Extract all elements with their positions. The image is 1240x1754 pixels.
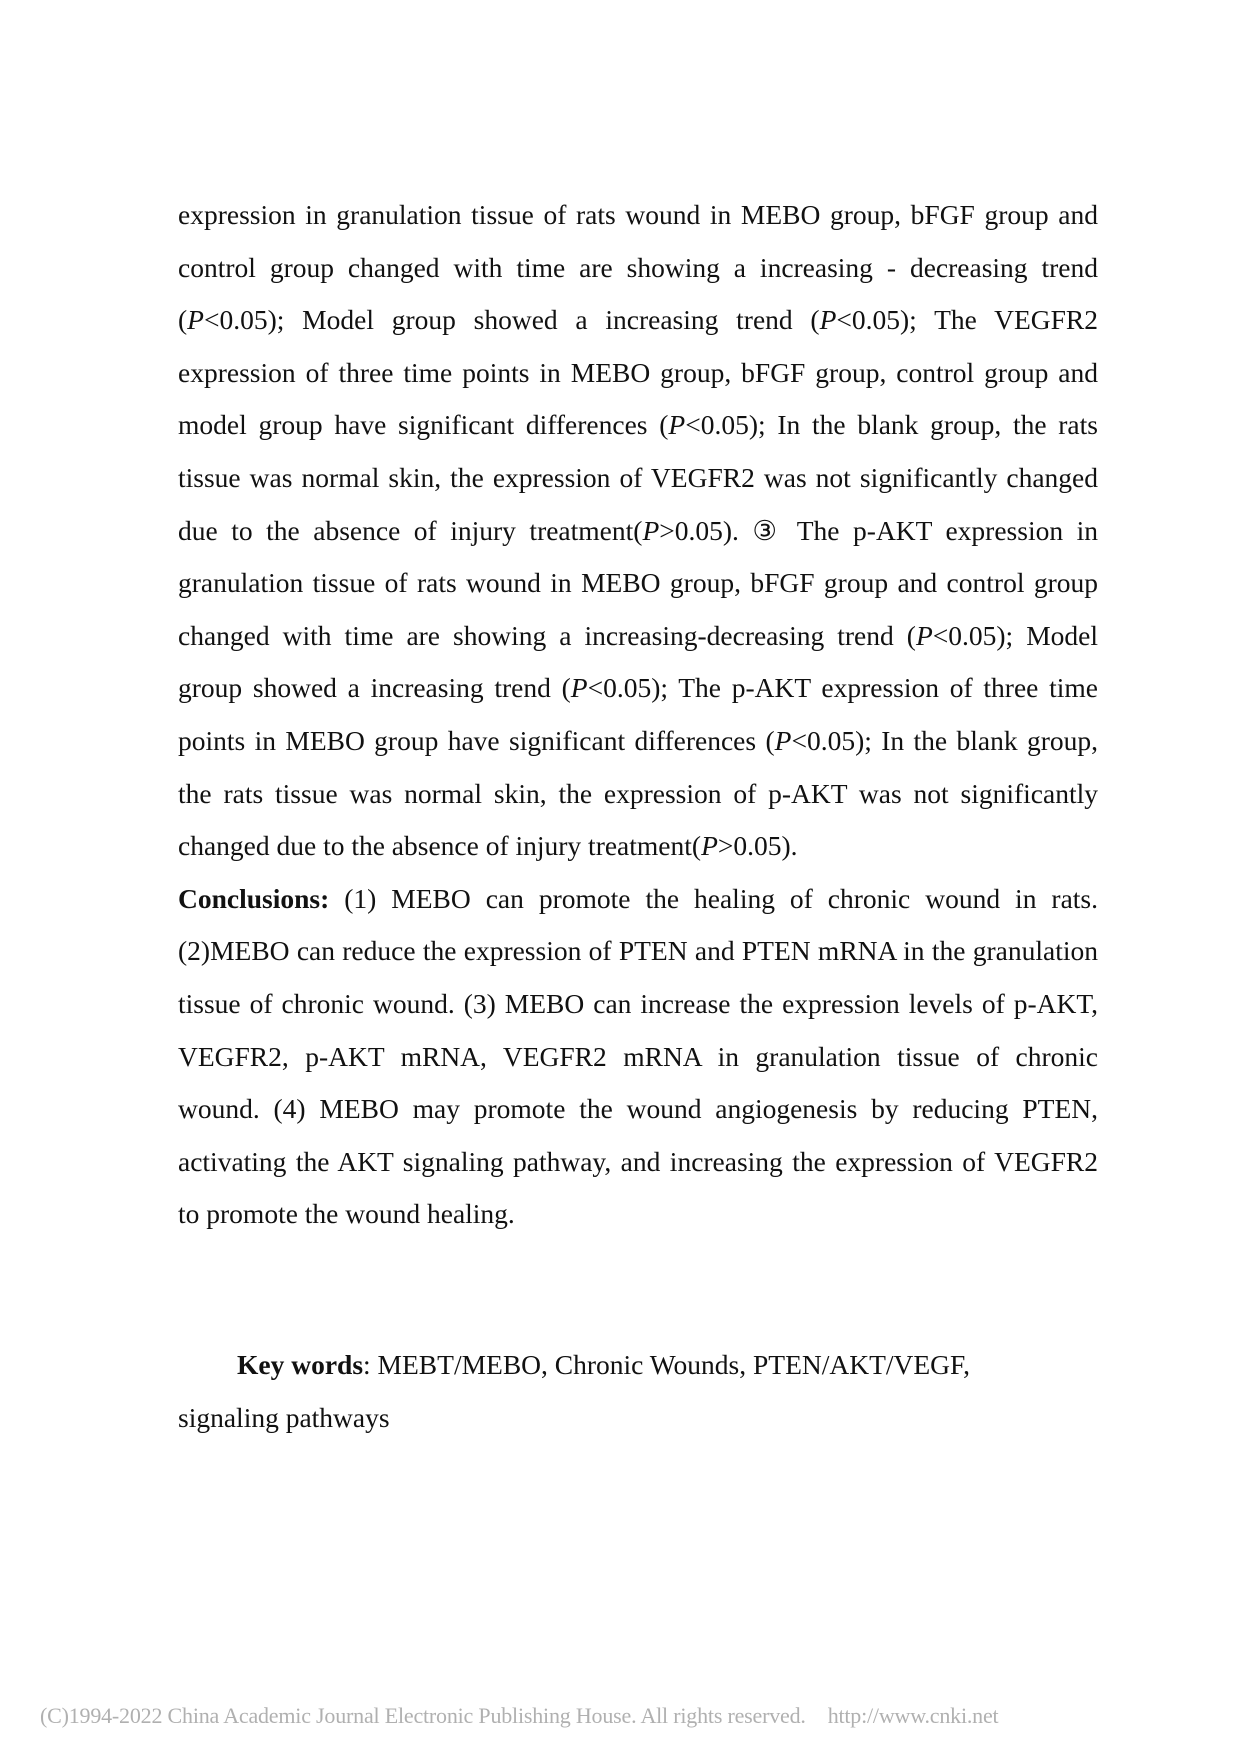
results-text-7: <0.05); The p-AKT expression of three time points in MEBO group have significant differences ( xyxy=(178,672,1098,756)
results-paragraph xyxy=(178,189,1098,873)
results-text-9: >0.05). xyxy=(717,830,798,862)
results-text-2: <0.05); Model group showed a increasing trend ( xyxy=(203,304,820,336)
p-value-symbol: P xyxy=(642,514,660,546)
keywords-line-2: signaling pathways xyxy=(178,1401,390,1433)
p-value-symbol: P xyxy=(701,830,718,862)
p-value-symbol: P xyxy=(915,619,933,651)
results-text-8: <0.05); In the blank group, the rats tissue was normal skin, the expression of p-AKT was not significantly changed due to the absence of injury treatment( xyxy=(178,724,1098,862)
abstract-body xyxy=(178,189,1098,1241)
p-value-symbol: P xyxy=(570,672,588,704)
footer-url: http://www.cnki.net xyxy=(827,1703,999,1728)
results-text-5: >0.05). ③ The p-AKT expression in granulation tissue of rats wound in MEBO group, bFGF group and control group changed with time are showing a increasing-decreasing trend ( xyxy=(178,514,1099,651)
conclusions-text: (1) MEBO can promote the healing of chronic wound in rats. (2)MEBO can reduce the expression of PTEN and PTEN mRNA in the granulation tissue of chronic wound. (3) MEBO can increase the expression levels of p-AKT, VEGFR2, p-AKT mRNA, VEGFR2 mRNA in granulation tissue of chronic wound. (4) MEBO may promote the wound angiogenesis by reducing PTEN, activating the AKT signaling pathway, and increasing the expression of VEGFR2 to promote the wound healing. xyxy=(178,882,1098,1230)
conclusions-label: Conclusions: xyxy=(178,882,330,914)
page-footer-watermark xyxy=(40,1703,1220,1729)
keywords-block xyxy=(178,1339,1098,1444)
results-text-1: expression in granulation tissue of rats wound in MEBO group, bFGF group and control group changed with time are showing a increasing - decreasing trend ( xyxy=(178,199,1098,336)
keywords-text-1: : MEBT/MEBO, Chronic Wounds, PTEN/AKT/VEGF, xyxy=(363,1349,971,1380)
p-value-symbol: P xyxy=(668,409,686,441)
p-value-symbol: P xyxy=(819,304,837,336)
p-value-symbol: P xyxy=(774,724,792,756)
p-value-symbol: P xyxy=(187,304,204,336)
results-text-3: <0.05); The VEGFR2 expression of three time points in MEBO group, bFGF group, control group and model group have significant differences ( xyxy=(178,304,1099,441)
footer-copyright: (C)1994-2022 China Academic Journal Electronic Publishing House. All rights reserved. xyxy=(40,1703,806,1728)
results-text-4: <0.05); In the blank group, the rats tissue was normal skin, the expression of VEGFR2 was not significantly changed due to the absence of injury treatment( xyxy=(178,409,1098,546)
keywords-line-1 xyxy=(178,1339,1098,1392)
results-text-6: <0.05); Model group showed a increasing trend ( xyxy=(178,619,1099,704)
keywords-label: Key words xyxy=(237,1349,364,1380)
conclusions-paragraph xyxy=(178,873,1098,1241)
